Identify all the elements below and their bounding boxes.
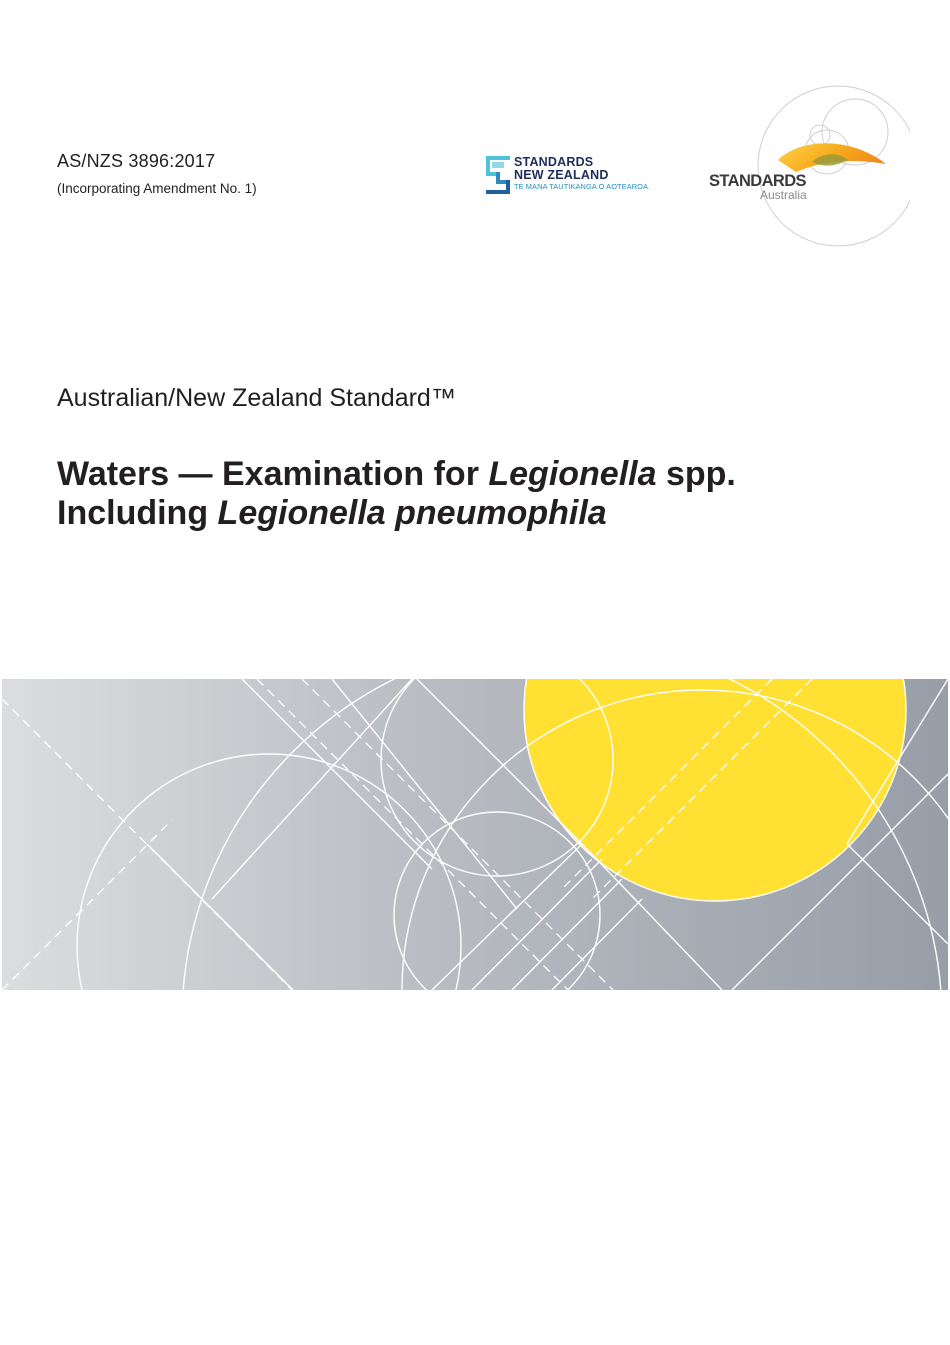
sa-logo-subtitle: Australia xyxy=(760,188,807,202)
title-line2-species: Legionella pneumophila xyxy=(217,494,607,532)
snz-logo-line1: STANDARDS xyxy=(514,155,594,169)
document-title xyxy=(57,455,736,533)
title-line1-genus: Legionella xyxy=(488,455,657,493)
snz-logo-tagline: TE MANA TAUTIKANGA O AOTEAROA. xyxy=(514,182,651,191)
snz-logo-line2: NEW ZEALAND xyxy=(514,168,609,182)
amendment-note: (Incorporating Amendment No. 1) xyxy=(57,181,257,196)
document-designation: AS/NZS 3896:2017 xyxy=(57,151,216,171)
sa-logo-word: STANDARDS xyxy=(709,172,806,190)
title-line2-part1: Including xyxy=(57,494,218,532)
standard-series-label: Australian/New Zealand Standard™ xyxy=(57,384,456,412)
title-line1-part1: Waters — Examination for xyxy=(57,455,489,493)
decorative-geometric-banner xyxy=(2,679,948,990)
standards-new-zealand-logo xyxy=(486,156,656,196)
snz-logo-mark-icon xyxy=(486,156,510,194)
standards-australia-logo xyxy=(700,80,910,275)
title-line1-part3: spp. xyxy=(656,455,736,493)
